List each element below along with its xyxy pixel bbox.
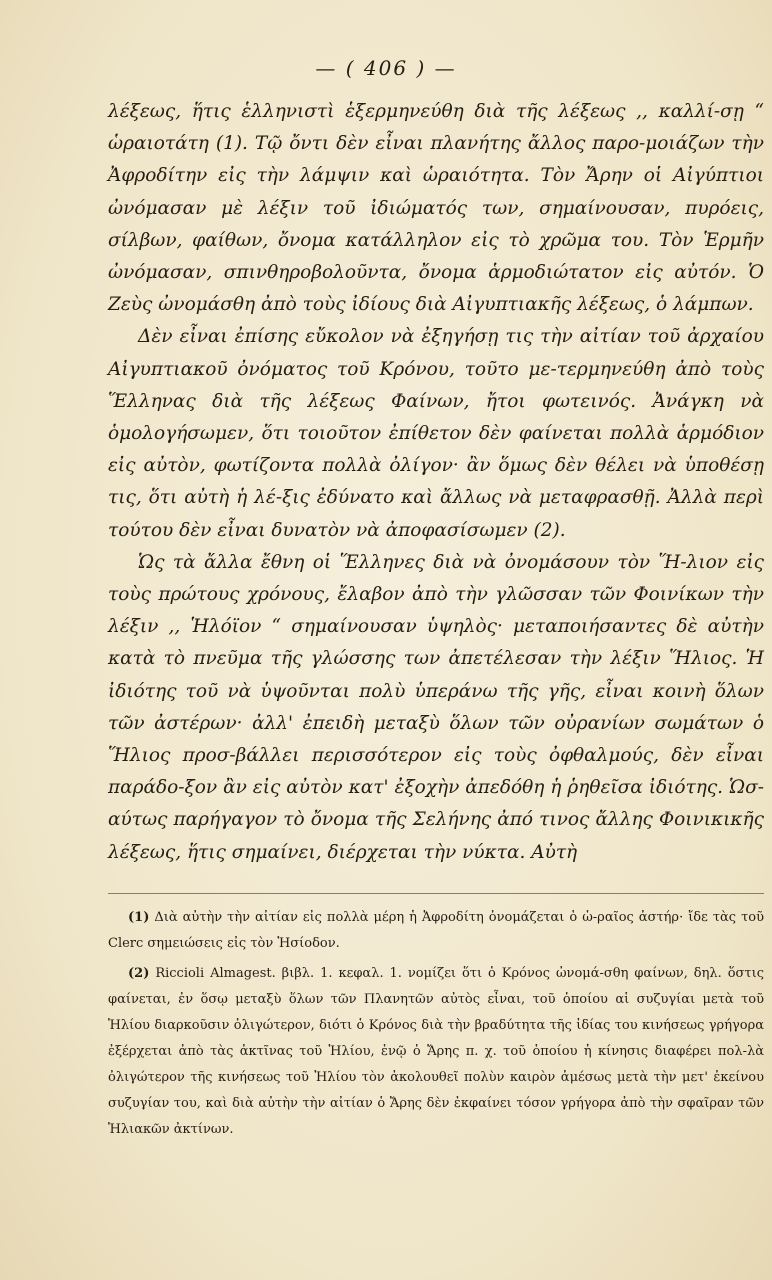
paragraph-2: Δὲν εἶναι ἐπίσης εὔκολον νὰ ἐξηγήσῃ τις τὴν αἰτίαν τοῦ ἀρχαίου Αἰγυπτιακοῦ ὀνόματος τοῦ Κρόνου, τοῦτο με-τερμηνεύθη ἀπὸ τοὺς Ἕλληνας διὰ τῆς λέξεως Φαίνων, ἤτοι φωτεινός. Ἀνάγκη νὰ ὁμολογήσωμεν, ὅτι τοιοῦτον ἐπίθετον δὲν φαίνεται πολλὰ ἁρμόδιον εἰς αὐτὸν, φωτίζοντα πολλὰ ὀλίγον· ἂν ὅμως δὲν θέλει νὰ ὑποθέσῃ τις, ὅτι αὐτὴ ἡ λέ-ξις ἐδύνατο καὶ ἄλλως νὰ μεταφρασθῇ. Ἀλλὰ περὶ τούτου δὲν εἶναι δυνατὸν νὰ ἀποφασίσωμεν (2).	[108, 326, 764, 541]
footnote-2-mark: (2)	[128, 966, 150, 981]
footnotes	[108, 905, 764, 1147]
paragraph-3: Ὡς τὰ ἄλλα ἔθνη οἱ Ἕλληνες διὰ νὰ ὀνομάσουν τὸν Ἥ-λιον εἰς τοὺς πρώτους χρόνους, ἔλαβον ἀπὸ τὴν γλῶσσαν τῶν Φοινίκων τὴν λέξιν ,, Ἡλόϊον “ σημαίνουσαν ὑψηλὸς· μεταποιήσαντες δὲ αὐτὴν κατὰ τὸ πνεῦμα τῆς γλώσσης των ἀπετέλεσαν τὴν λέξιν Ἥλιος. Ἡ ἰδιότης τοῦ νὰ ὑψοῦνται πολὺ ὑπεράνω τῆς γῆς, εἶναι κοινὴ ὅλων τῶν ἀστέρων· ἀλλ' ἐπειδὴ μεταξὺ ὅλων τῶν οὐρανίων σωμάτων ὁ Ἥλιος προσ-βάλλει περισσότερον εἰς τοὺς ὀφθαλμούς, δὲν εἶναι παράδο-ξον ἂν εἰς αὐτὸν κατ' ἐξοχὴν ἀπεδόθη ἡ ῥηθεῖσα ἰδιότης. Ὡσ-αύτως παρήγαγον τὸ ὄνομα τῆς Σελήνης ἀπό τινος ἄλλης Φοινικικῆς λέξεως, ἥτις σημαίνει, διέρχεται τὴν νύκτα. Αὐτὴ	[108, 551, 764, 863]
footnote-divider	[108, 893, 764, 894]
footnote-1-mark: (1)	[128, 910, 150, 925]
footnote-2-text: Riccioli Almagest. βιβλ. 1. κεφαλ. 1. νομίζει ὅτι ὁ Κρόνος ὠνομά-σθη φαίνων, δηλ. ὅστις φαίνεται, ἐν ὅσῳ μεταξὺ ὅλων τῶν Πλανητῶν αὐτὸς εἶναι, τοῦ ὁποίου αἱ συζυγίαι μετὰ τοῦ Ἡλίου διαρκοῦσιν ὀλιγώτερον, διότι ὁ Κρόνος διὰ τὴν βραδύτητα τῆς ἰδίας του κινήσεως γρήγορα ἐξέρχεται ἀπὸ τὰς ἀκτῖνας τοῦ Ἡλίου, ἐνῷ ὁ Ἄρης π. χ. τοῦ ὁποίου ἡ κίνησις διαφέρει πολ-λὰ ὀλιγώτερον τῆς κινήσεως τοῦ Ἡλίου τὸν ἀκολουθεῖ πολὺν καιρὸν ἀμέσως μετὰ τὴν μετ' ἐκείνου συζυγίαν του, καὶ διὰ αὐτὴν τὴν αἰτίαν ὁ Ἄρης δὲν ἐκφαίνει τόσον γρήγορα ἀπὸ τὴν σφαῖραν τῶν Ἡλιακῶν ἀκτίνων.	[108, 966, 764, 1137]
page-number: — ( 406 ) —	[315, 56, 457, 80]
main-text	[108, 96, 764, 869]
footnote-2	[108, 961, 764, 1143]
footnote-1	[108, 905, 764, 957]
paragraph-1: λέξεως, ἥτις ἑλληνιστὶ ἑξερμηνεύθη διὰ τῆς λέξεως ,, καλλί-σῃ “ ὡραιοτάτη (1). Τῷ ὄντι δὲν εἶναι πλανήτης ἄλλος παρο-μοιάζων τὴν Ἀφροδίτην εἰς τὴν λάμψιν καὶ ὡραιότητα. Τὸν Ἄρην οἱ Αἰγύπτιοι ὠνόμασαν μὲ λέξιν τοῦ ἰδιώματός των, σημαίνουσαν, πυρόεις, σίλβων, φαίθων, ὄνομα κατάλληλον εἰς τὸ χρῶμα του. Τὸν Ἑρμῆν ὠνόμασαν, σπινθηροβολοῦντα, ὄνομα ἁρμοδιώτατον εἰς αὐτόν. Ὁ Ζεὺς ὠνομάσθη ἀπὸ τοὺς ἰδίους διὰ Αἰγυπτιακῆς λέξεως, ὁ λάμπων.	[108, 101, 764, 316]
footnote-1-text: Διὰ αὐτὴν τὴν αἰτίαν εἰς πολλὰ μέρη ἡ Ἀφροδίτη ὀνομάζεται ὁ ὡ-ραῖος ἀστήρ· ἴδε τὰς τοῦ Clerc σημειώσεις εἰς τὸν Ἡσίοδον.	[108, 910, 764, 951]
